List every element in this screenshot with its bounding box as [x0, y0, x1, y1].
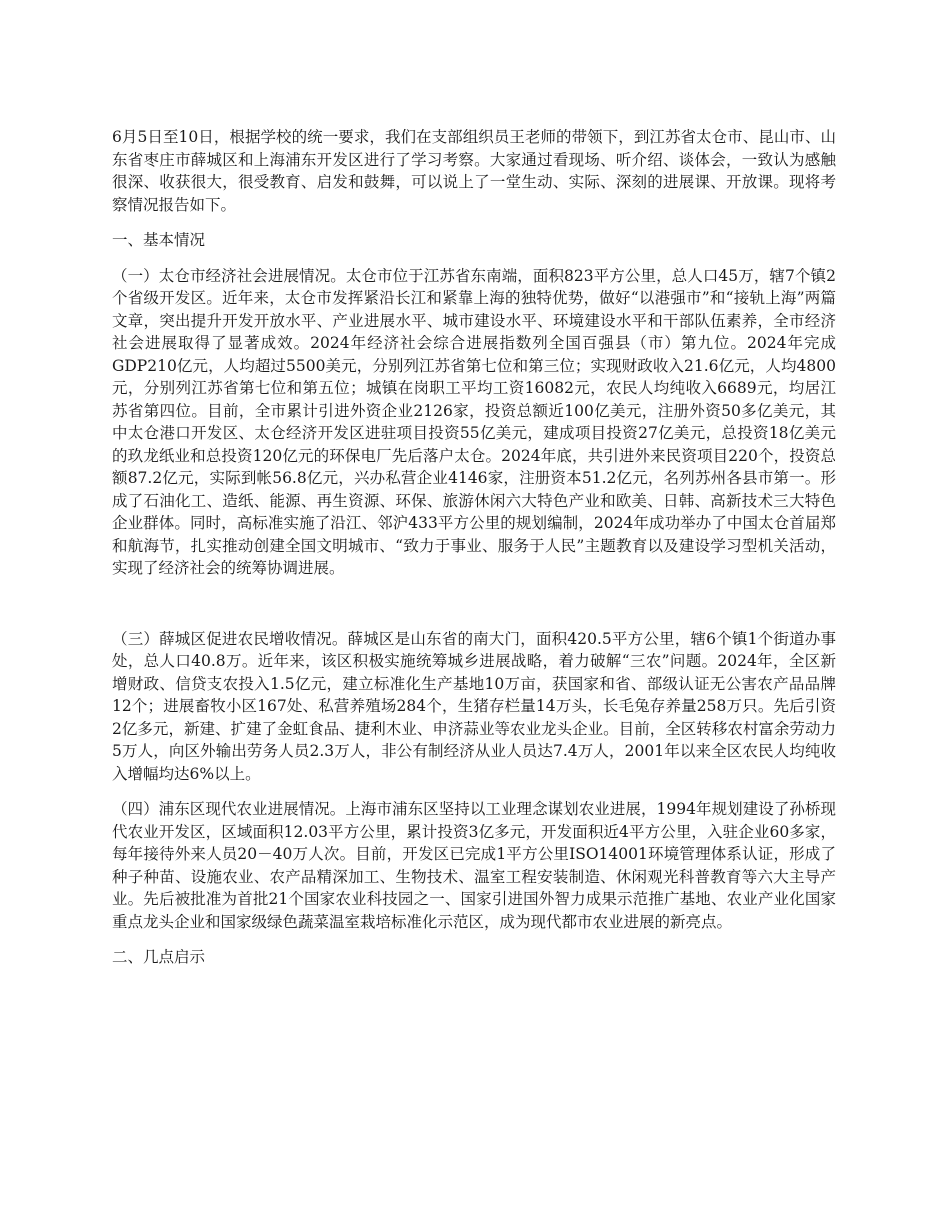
document-body — [112, 126, 836, 969]
section-heading-insights: 二、几点启示 — [112, 948, 206, 966]
spacer — [112, 933, 836, 946]
section-heading-basic: 一、基本情况 — [112, 231, 206, 249]
paragraph-taicang: （一）太仓市经济社会进展情况。太仓市位于江苏省东南端，面积823平方公里，总人口45万，辖7个镇2个省级开发区。近年来，太仓市发挥紧沿长江和紧靠上海的独特优势，做好“以港强市”和“接轨上海”两篇文章，突出提升开发开放水平、产业进展水平、城市建设水平、环境建设水平和干部队伍素养，全市经济社会进展取得了显著成效。2024年经济社会综合进展指数列全国百强县（市）第九位。2024年完成GDP210亿元，人均超过5500美元，分别列江苏省第七位和第三位；实现财政收入21.6亿元，人均4800元，分别列江苏省第七位和第五位；城镇在岗职工平均工资16082元，农民人均纯收入6689元，均居江苏省第四位。目前，全市累计引进外资企业2126家，投资总额近100亿美元，注册外资50多亿美元，其中太仓港口开发区、太仓经济开发区进驻项目投资55亿美元，建成项目投资27亿美元，总投资18亿美元的玖龙纸业和总投资120亿元的环保电厂先后落户太仓。2024年底，共引进外来民资项目220个，投资总额87.2亿元，实际到帐56.8亿元，兴办私营企业4146家，注册资本51.2亿元，名列苏州各县市第一。形成了石油化工、造纸、能源、再生资源、环保、旅游休闲六大特色产业和欧美、日韩、高新技术三大特色企业群体。同时，高标准实施了沿江、邻沪433平方公里的规划编制，2024年成功举办了中国太仓首届郑和航海节，扎实推动创建全国文明城市、“致力于事业、服务于人民”主题教育以及建设学习型机关活动，实现了经济社会的统筹协调进展。 — [112, 266, 836, 577]
paragraph-pudong: （四）浦东区现代农业进展情况。上海市浦东区坚持以工业理念谋划农业进展，1994年规划建设了孙桥现代农业开发区，区域面积12.03平方公里，累计投资3亿多元，开发面积近4平方公里，入驻企业60多家，每年接待外来人员20－40万人次。目前，开发区已完成1平方公里ISO14001环境管理体系认证，形成了种子种苗、设施农业、农产品精深加工、生物技术、温室工程安装制造、休闲观光科普教育等六大主导产业。先后被批准为首批21个国家农业科技园之一、国家引进国外智力成果示范推广基地、农业产业化国家重点龙头企业和国家级绿色蔬菜温室栽培标准化示范区，成为现代都市农业进展的新亮点。 — [112, 800, 836, 931]
spacer — [112, 216, 836, 229]
spacer — [112, 785, 836, 798]
paragraph-xuecheng: （三）薛城区促进农民增收情况。薛城区是山东省的南大门，面积420.5平方公里，辖6个镇1个街道办事处，总人口40.8万。近年来，该区积极实施统筹城乡进展战略，着力破解“三农”问题。2024年，全区新增财政、信贷支农投入1.5亿元，建立标准化生产基地10万亩，获国家和省、部级认证无公害农产品品牌12个；进展畜牧小区167处、私营养殖场284个，生猪存栏量14万头，长毛兔存养量258万只。先后引资2亿多元，新建、扩建了金虹食品、捷利木业、申济蒜业等农业龙头企业。目前，全区转移农村富余劳动力5万人，向区外输出劳务人员2.3万人，非公有制经济从业人员达7.4万人，2001年以来全区农民人均纯收入增幅均达6%以上。 — [112, 629, 836, 783]
spacer — [112, 580, 836, 628]
spacer — [112, 252, 836, 265]
intro-paragraph: 6月5日至10日，根据学校的统一要求，我们在支部组织员王老师的带领下，到江苏省太仓市、昆山市、山东省枣庄市薛城区和上海浦东开发区进行了学习考察。大家通过看现场、听介绍、谈体会，一致认为感触很深、收获很大，很受教育、启发和鼓舞，可以说上了一堂生动、实际、深刻的进展课、开放课。现将考察情况报告如下。 — [112, 128, 836, 214]
